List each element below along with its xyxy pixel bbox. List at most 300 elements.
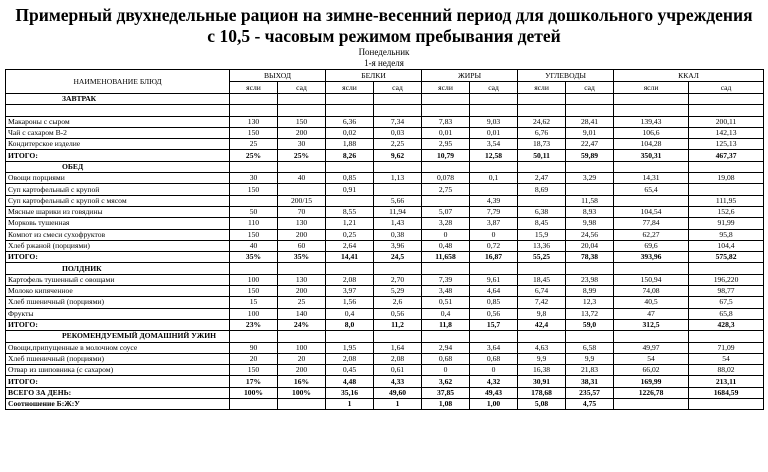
table-cell: 4,48 [326, 376, 374, 387]
table-cell [230, 399, 278, 410]
table-cell: 23% [230, 319, 278, 330]
table-cell: 0 [422, 365, 470, 376]
table-cell [689, 263, 764, 274]
table-cell: 8,26 [326, 150, 374, 161]
table-cell: 0,72 [470, 240, 518, 251]
table-cell: 9,8 [518, 308, 566, 319]
table-cell: 22,47 [566, 139, 614, 150]
table-cell [566, 184, 614, 195]
table-cell: 2,95 [422, 139, 470, 150]
table-cell [518, 105, 566, 116]
table-cell [230, 195, 278, 206]
table-cell [518, 263, 566, 274]
table-cell: 3,62 [422, 376, 470, 387]
table-cell [689, 105, 764, 116]
table-cell: 24,56 [566, 229, 614, 240]
table-cell: 0,68 [470, 353, 518, 364]
table-cell: 4,64 [470, 286, 518, 297]
table-cell: 3,96 [374, 240, 422, 251]
table-cell: 35% [278, 252, 326, 263]
table-cell: 2,6 [374, 297, 422, 308]
table-cell: 7,42 [518, 297, 566, 308]
table-cell [614, 399, 689, 410]
table-cell: 0,25 [326, 229, 374, 240]
total-label: ИТОГО: [6, 376, 230, 387]
section-row [6, 94, 764, 105]
table-cell: 130 [230, 116, 278, 127]
table-cell: 0 [422, 229, 470, 240]
table-cell: 312,5 [614, 319, 689, 330]
table-cell: 9,61 [470, 274, 518, 285]
table-cell [518, 331, 566, 342]
table-cell: 35,16 [326, 387, 374, 398]
table-cell: 74,08 [614, 286, 689, 297]
table-cell: 0,01 [470, 127, 518, 138]
table-cell: 9,62 [374, 150, 422, 161]
table-cell [614, 161, 689, 172]
table-cell: 50 [230, 206, 278, 217]
table-cell: 11,58 [566, 195, 614, 206]
table-cell: 1,56 [326, 297, 374, 308]
table-cell: 100 [230, 274, 278, 285]
table-cell [689, 184, 764, 195]
table-cell: 7,83 [422, 116, 470, 127]
table-cell: 49,43 [470, 387, 518, 398]
table-cell: 23,98 [566, 274, 614, 285]
total-label: ВСЕГО ЗА ДЕНЬ: [6, 387, 230, 398]
table-cell: 1,13 [374, 173, 422, 184]
table-row [6, 105, 764, 116]
header-sub: сад [470, 82, 518, 94]
table-cell: 150 [230, 127, 278, 138]
table-cell: 14,31 [614, 173, 689, 184]
header-name: НАИМЕНОВАНИЕ БЛЮД [6, 70, 230, 94]
total-label: ИТОГО: [6, 319, 230, 330]
table-cell [470, 263, 518, 274]
table-cell: 78,38 [566, 252, 614, 263]
table-cell: 1,64 [374, 342, 422, 353]
table-row [6, 229, 764, 240]
table-cell [326, 263, 374, 274]
table-cell: 8,55 [326, 206, 374, 217]
table-cell: 0,48 [422, 240, 470, 251]
total-label: ИТОГО: [6, 252, 230, 263]
table-cell: 0,85 [326, 173, 374, 184]
table-cell: 200 [278, 286, 326, 297]
table-cell [614, 195, 689, 206]
table-cell: 0,4 [326, 308, 374, 319]
table-cell: 25% [278, 150, 326, 161]
table-cell [374, 263, 422, 274]
table-cell [566, 331, 614, 342]
table-cell: 67,5 [689, 297, 764, 308]
table-cell: 100 [278, 342, 326, 353]
dish-name: Компот из смеси сухофруктов [6, 229, 230, 240]
table-cell [278, 331, 326, 342]
table-cell: 4,39 [470, 195, 518, 206]
table-cell [230, 105, 278, 116]
table-cell: 2,75 [422, 184, 470, 195]
total-row [6, 376, 764, 387]
table-cell: 200/15 [278, 195, 326, 206]
table-cell: 0,51 [422, 297, 470, 308]
table-cell [422, 195, 470, 206]
table-cell: 5,07 [422, 206, 470, 217]
table-cell: 0,61 [374, 365, 422, 376]
table-cell: 90 [230, 342, 278, 353]
table-cell [422, 263, 470, 274]
table-cell: 16,38 [518, 365, 566, 376]
table-cell: 110 [230, 218, 278, 229]
table-cell: 30 [230, 173, 278, 184]
table-cell: 18,73 [518, 139, 566, 150]
table-cell [326, 161, 374, 172]
table-cell: 35% [230, 252, 278, 263]
table-cell [566, 105, 614, 116]
header-sub: сад [689, 82, 764, 94]
table-cell: 213,11 [689, 376, 764, 387]
table-cell: 14,41 [326, 252, 374, 263]
table-cell: 3,28 [422, 218, 470, 229]
table-cell: 98,77 [689, 286, 764, 297]
table-cell: 0,85 [470, 297, 518, 308]
day-label: Понедельник [358, 47, 410, 57]
dish-name: Хлеб ржаной (порциями) [6, 240, 230, 251]
table-cell: 150,94 [614, 274, 689, 285]
table-cell [566, 161, 614, 172]
table-cell: 11,8 [422, 319, 470, 330]
table-cell: 200 [278, 127, 326, 138]
table-cell: 0 [470, 365, 518, 376]
table-row [6, 308, 764, 319]
table-cell: 5,08 [518, 399, 566, 410]
table-cell: 20 [278, 353, 326, 364]
dish-name: Морковь тушенная [6, 218, 230, 229]
table-cell: 150 [230, 365, 278, 376]
table-cell: 17% [230, 376, 278, 387]
table-cell: 150 [230, 229, 278, 240]
table-cell: 2,08 [326, 353, 374, 364]
header-fats: ЖИРЫ [422, 70, 518, 82]
table-cell: 3,54 [470, 139, 518, 150]
total-row [6, 252, 764, 263]
table-cell: 3,97 [326, 286, 374, 297]
table-cell [422, 161, 470, 172]
table-cell: 2,64 [326, 240, 374, 251]
table-cell [230, 263, 278, 274]
document-title-line1: Примерный двухнедельные рацион на зимне-весенний период для дошкольного учреждения [15, 5, 753, 25]
table-row [6, 342, 764, 353]
section-title: ОБЕД [6, 161, 230, 172]
table-cell: 7,34 [374, 116, 422, 127]
table-cell: 6,58 [566, 342, 614, 353]
dish-name: Фрукты [6, 308, 230, 319]
table-cell [689, 161, 764, 172]
table-cell [374, 105, 422, 116]
table-cell: 49,97 [614, 342, 689, 353]
table-cell: 1 [374, 399, 422, 410]
header-sub: ясли [422, 82, 470, 94]
table-cell [689, 331, 764, 342]
table-row [6, 353, 764, 364]
table-cell: 10,79 [422, 150, 470, 161]
table-cell: 24,5 [374, 252, 422, 263]
table-cell: 1,95 [326, 342, 374, 353]
table-cell [566, 94, 614, 105]
table-cell: 393,96 [614, 252, 689, 263]
table-cell: 9,9 [566, 353, 614, 364]
table-cell [689, 399, 764, 410]
table-cell: 139,43 [614, 116, 689, 127]
table-cell: 25% [230, 150, 278, 161]
table-row [6, 116, 764, 127]
table-cell: 3,29 [566, 173, 614, 184]
document-title-line2: с 10,5 - часовым режимом пребывания детей [207, 26, 561, 46]
table-cell: 2,94 [422, 342, 470, 353]
header-proteins: БЕЛКИ [326, 70, 422, 82]
dish-name: Овощи,припущенные в молочном соусе [6, 342, 230, 353]
table-cell: 0,1 [470, 173, 518, 184]
table-cell [470, 184, 518, 195]
table-cell: 3,64 [470, 342, 518, 353]
table-cell: 59,89 [566, 150, 614, 161]
table-cell: 100% [278, 387, 326, 398]
table-body [6, 94, 764, 410]
table-cell: 1684,59 [689, 387, 764, 398]
table-cell: 42,4 [518, 319, 566, 330]
table-cell: 12,58 [470, 150, 518, 161]
table-cell [278, 184, 326, 195]
table-cell: 60 [278, 240, 326, 251]
table-cell: 0,56 [374, 308, 422, 319]
table-cell: 2,08 [374, 353, 422, 364]
table-cell [230, 161, 278, 172]
total-label: ИТОГО: [6, 150, 230, 161]
table-cell: 125,13 [689, 139, 764, 150]
table-cell: 59,0 [566, 319, 614, 330]
dish-name: Макароны с сыром [6, 116, 230, 127]
table-cell: 1,08 [422, 399, 470, 410]
table-cell: 69,6 [614, 240, 689, 251]
table-cell [230, 94, 278, 105]
table-cell: 130 [278, 218, 326, 229]
table-cell: 2,08 [326, 274, 374, 285]
table-cell [518, 195, 566, 206]
header-sub: ясли [326, 82, 374, 94]
table-cell: 142,13 [689, 127, 764, 138]
table-cell: 0,45 [326, 365, 374, 376]
table-cell: 25 [230, 139, 278, 150]
table-cell: 100 [230, 308, 278, 319]
dish-name: Овощи порциями [6, 173, 230, 184]
table-cell: 15 [230, 297, 278, 308]
table-cell [566, 263, 614, 274]
table-cell: 65,8 [689, 308, 764, 319]
table-cell: 200 [278, 365, 326, 376]
table-cell: 13,72 [566, 308, 614, 319]
table-cell: 49,60 [374, 387, 422, 398]
table-row [6, 139, 764, 150]
table-cell: 4,63 [518, 342, 566, 353]
table-cell: 12,3 [566, 297, 614, 308]
table-cell: 200,11 [689, 116, 764, 127]
table-cell: 16,87 [470, 252, 518, 263]
table-cell: 20 [230, 353, 278, 364]
table-cell: 5,66 [374, 195, 422, 206]
table-cell: 8,45 [518, 218, 566, 229]
table-cell [470, 105, 518, 116]
table-cell: 0,56 [470, 308, 518, 319]
dish-name: Суп картофельный с крупой [6, 184, 230, 195]
table-cell: 4,32 [470, 376, 518, 387]
table-cell: 19,08 [689, 173, 764, 184]
table-cell [470, 331, 518, 342]
dish-name: Отвар из шиповника (с сахаром) [6, 365, 230, 376]
table-cell: 235,57 [566, 387, 614, 398]
table-cell: 1,43 [374, 218, 422, 229]
table-cell [422, 94, 470, 105]
table-cell [614, 105, 689, 116]
table-cell: 77,84 [614, 218, 689, 229]
table-cell: 40 [230, 240, 278, 251]
table-cell: 152,6 [689, 206, 764, 217]
header-carbs: УГЛЕВОДЫ [518, 70, 614, 82]
section-title: ЗАВТРАК [6, 94, 230, 105]
table-cell: 28,41 [566, 116, 614, 127]
table-cell [422, 105, 470, 116]
table-row [6, 173, 764, 184]
table-cell: 71,09 [689, 342, 764, 353]
table-cell: 24,62 [518, 116, 566, 127]
table-cell [518, 161, 566, 172]
table-cell: 7,39 [422, 274, 470, 285]
table-cell: 2,47 [518, 173, 566, 184]
table-cell: 62,27 [614, 229, 689, 240]
dish-name: Кондитерское изделие [6, 139, 230, 150]
table-cell: 9,98 [566, 218, 614, 229]
table-cell: 1,21 [326, 218, 374, 229]
table-cell: 0 [470, 229, 518, 240]
table-cell [689, 94, 764, 105]
table-cell: 0,4 [422, 308, 470, 319]
week-label: 1-я неделя [364, 58, 404, 68]
table-cell: 8,0 [326, 319, 374, 330]
header-sub: ясли [518, 82, 566, 94]
table-cell: 0,68 [422, 353, 470, 364]
table-cell: 8,93 [566, 206, 614, 217]
table-cell: 9,01 [566, 127, 614, 138]
header-sub: ясли [614, 82, 689, 94]
table-row [6, 286, 764, 297]
table-cell [278, 161, 326, 172]
total-row [6, 319, 764, 330]
section-row [6, 331, 764, 342]
table-cell: 0,91 [326, 184, 374, 195]
dish-name: Суп картофельный с крупой с мясом [6, 195, 230, 206]
table-cell: 16% [278, 376, 326, 387]
table-cell: 66,02 [614, 365, 689, 376]
table-cell: 0,078 [422, 173, 470, 184]
table-cell [518, 94, 566, 105]
dish-name: Мясные шарики из говядины [6, 206, 230, 217]
table-cell [374, 184, 422, 195]
table-cell [230, 331, 278, 342]
table-cell: 30 [278, 139, 326, 150]
table-cell: 2,70 [374, 274, 422, 285]
table-cell: 70 [278, 206, 326, 217]
table-cell: 150 [230, 184, 278, 195]
table-cell: 15,9 [518, 229, 566, 240]
table-cell [326, 331, 374, 342]
table-cell: 104,28 [614, 139, 689, 150]
table-cell [278, 263, 326, 274]
table-cell: 0,01 [422, 127, 470, 138]
table-cell [278, 399, 326, 410]
table-cell [614, 263, 689, 274]
header-sub: сад [566, 82, 614, 94]
table-cell: 8,99 [566, 286, 614, 297]
table-cell: 4,75 [566, 399, 614, 410]
section-row [6, 161, 764, 172]
table-row [6, 127, 764, 138]
table-cell: 65,4 [614, 184, 689, 195]
table-cell: 150 [230, 286, 278, 297]
table-cell [374, 331, 422, 342]
section-title: ПОЛДНИК [6, 263, 230, 274]
table-cell: 6,36 [326, 116, 374, 127]
table-cell [470, 161, 518, 172]
table-cell: 428,3 [689, 319, 764, 330]
header-sub: сад [374, 82, 422, 94]
table-cell [614, 331, 689, 342]
table-cell: 6,76 [518, 127, 566, 138]
table-cell: 2,25 [374, 139, 422, 150]
table-cell: 196,220 [689, 274, 764, 285]
total-row [6, 399, 764, 410]
table-cell: 130 [278, 274, 326, 285]
table-cell: 88,02 [689, 365, 764, 376]
table-cell: 9,03 [470, 116, 518, 127]
table-cell: 40,5 [614, 297, 689, 308]
table-cell: 467,37 [689, 150, 764, 161]
table-cell [278, 94, 326, 105]
table-cell: 20,04 [566, 240, 614, 251]
dish-name: Хлеб пшеничный (порциями) [6, 297, 230, 308]
ration-table [5, 69, 764, 410]
table-cell: 106,6 [614, 127, 689, 138]
table-row [6, 365, 764, 376]
table-cell: 140 [278, 308, 326, 319]
header-sub: сад [278, 82, 326, 94]
table-cell: 0,02 [326, 127, 374, 138]
table-cell: 50,11 [518, 150, 566, 161]
table-row [6, 297, 764, 308]
table-cell: 7,79 [470, 206, 518, 217]
table-cell: 111,95 [689, 195, 764, 206]
table-cell: 1,00 [470, 399, 518, 410]
table-cell: 350,31 [614, 150, 689, 161]
table-cell: 11,2 [374, 319, 422, 330]
table-cell: 200 [278, 229, 326, 240]
table-cell: 1,88 [326, 139, 374, 150]
header-kcal: ККАЛ [614, 70, 764, 82]
table-cell: 54 [614, 353, 689, 364]
table-cell: 13,36 [518, 240, 566, 251]
dish-name: Молоко кипяченное [6, 286, 230, 297]
table-row [6, 184, 764, 195]
table-cell [422, 331, 470, 342]
table-cell: 30,91 [518, 376, 566, 387]
